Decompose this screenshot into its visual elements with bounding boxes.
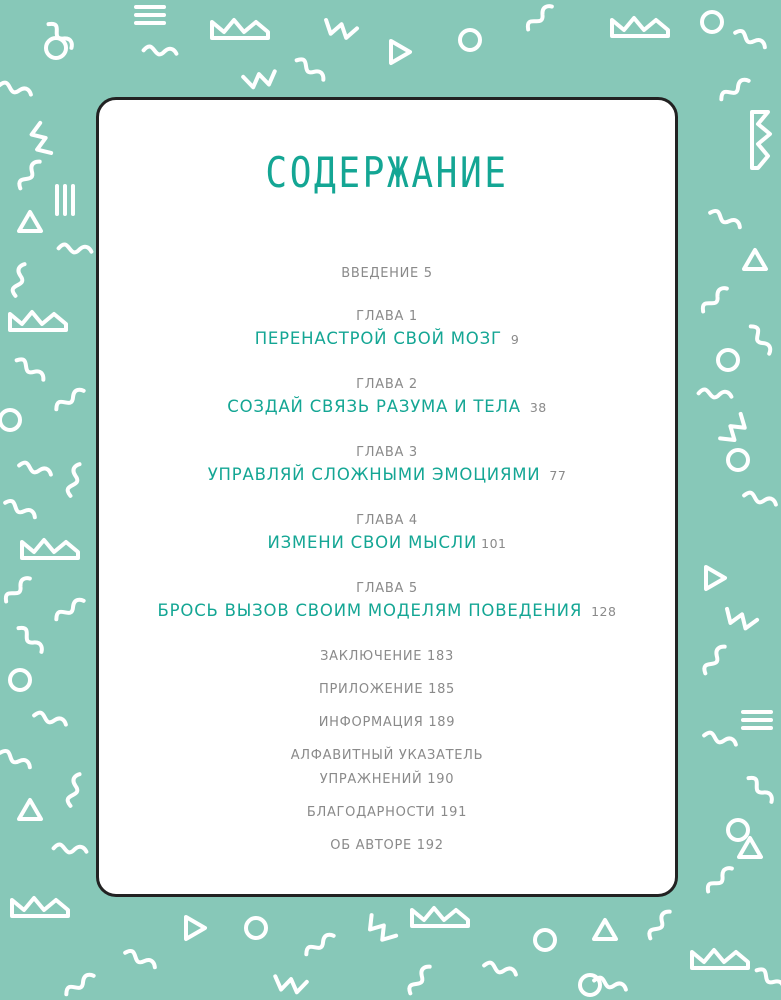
triangle-icon: [19, 212, 41, 231]
squiggle-icon: [704, 726, 737, 751]
chapter-title: ПЕРЕНАСТРОЙ СВОЙ МОЗГ: [254, 329, 502, 348]
squiggle-icon: [125, 945, 156, 974]
crown-icon: [412, 908, 468, 926]
crown-icon: [12, 898, 68, 916]
toc-back-matter-item[interactable]: [99, 682, 675, 698]
chapter-title: ИЗМЕНИ СВОИ МЫСЛИ: [267, 533, 478, 552]
toc-back-matter-item[interactable]: [99, 805, 675, 821]
back-matter-page: 185: [428, 682, 456, 697]
zigzag-icon: [723, 609, 757, 631]
squiggle-icon: [643, 910, 674, 939]
chapter-label: ГЛАВА 4: [356, 513, 418, 528]
toc-back-matter-item[interactable]: [99, 649, 675, 665]
triangle-icon: [186, 917, 205, 939]
squiggle-icon: [718, 78, 752, 99]
toc-chapter[interactable]: [99, 377, 675, 418]
crown-icon: [10, 312, 66, 330]
chapter-page: 101: [481, 536, 507, 551]
toc-chapter[interactable]: [99, 581, 675, 622]
chapter-label: ГЛАВА 3: [356, 445, 418, 460]
zigzag-icon: [29, 123, 51, 157]
squiggle-icon: [0, 76, 32, 101]
toc-card: [96, 97, 678, 897]
squiggle-icon: [53, 388, 87, 409]
squiggle-icon: [749, 773, 774, 806]
squiggle-icon: [1, 576, 34, 601]
back-matter-page: 189: [428, 715, 456, 730]
back-matter-label-line2: УПРАЖНЕНИЙ: [319, 772, 423, 787]
toc-chapter[interactable]: [99, 309, 675, 350]
triangle-icon: [706, 567, 725, 589]
toc-back-matter-item[interactable]: [99, 838, 675, 854]
squiggle-icon: [53, 598, 87, 619]
triangle-icon: [744, 250, 766, 269]
chapter-title: БРОСЬ ВЫЗОВ СВОИМ МОДЕЛЯМ ПОВЕДЕНИЯ: [157, 601, 583, 620]
toc-back-matter-item[interactable]: [99, 748, 675, 788]
squiggle-icon: [0, 745, 31, 774]
toc-intro-page: 5: [423, 266, 433, 281]
crown-icon: [752, 112, 770, 168]
chapter-page: 38: [529, 400, 547, 415]
circle-icon: [702, 12, 722, 32]
bars-icon: [743, 712, 771, 728]
chapter-title: СОЗДАЙ СВЯЗЬ РАЗУМА И ТЕЛА: [227, 397, 521, 416]
toc-intro-label: ВВЕДЕНИЕ: [341, 266, 419, 281]
page-title: СОДЕРЖАНИЕ: [265, 148, 509, 197]
toc-list: [99, 266, 675, 854]
squiggle-icon: [49, 19, 74, 52]
circle-icon: [718, 350, 738, 370]
back-matter-label: БЛАГОДАРНОСТИ: [306, 805, 436, 820]
chapter-page: 9: [510, 332, 520, 347]
squiggle-icon: [13, 160, 44, 189]
squiggle-icon: [698, 286, 731, 311]
zigzag-icon: [273, 976, 307, 993]
squiggle-icon: [6, 263, 31, 296]
squiggle-icon: [17, 353, 46, 384]
squiggle-icon: [484, 956, 517, 981]
toc-intro[interactable]: [99, 266, 675, 282]
toc-chapter[interactable]: [99, 513, 675, 554]
squiggle-icon: [303, 933, 337, 954]
zigzag-icon: [720, 414, 750, 446]
squiggle-icon: [61, 463, 86, 496]
triangle-icon: [391, 41, 410, 63]
squiggle-icon: [698, 645, 729, 674]
chapter-page: 128: [591, 604, 617, 619]
chapter-label: ГЛАВА 2: [356, 377, 418, 392]
chapter-title: УПРАВЛЯЙ СЛОЖНЫМИ ЭМОЦИЯМИ: [207, 465, 541, 484]
circle-icon: [10, 670, 30, 690]
squiggle-icon: [751, 323, 772, 357]
squiggle-icon: [403, 965, 434, 994]
squiggle-icon: [703, 866, 736, 891]
circle-icon: [0, 410, 20, 430]
squiggle-icon: [523, 4, 556, 29]
chapter-label: ГЛАВА 1: [356, 309, 418, 324]
back-matter-label: ОБ АВТОРЕ: [330, 838, 412, 853]
zigzag-icon: [323, 20, 357, 40]
chapter-label: ГЛАВА 5: [356, 581, 418, 596]
squiggle-icon: [297, 53, 326, 84]
crown-icon: [212, 20, 268, 38]
bars-icon: [136, 7, 164, 23]
back-matter-page: 192: [416, 838, 444, 853]
squiggle-icon: [19, 623, 44, 656]
triangle-icon: [19, 800, 41, 819]
back-matter-page: 183: [427, 649, 454, 664]
crown-icon: [22, 540, 78, 558]
circle-icon: [460, 30, 480, 50]
back-matter-label: ПРИЛОЖЕНИЕ: [318, 682, 424, 697]
squiggle-icon: [710, 205, 741, 234]
back-matter-page: 190: [427, 772, 455, 787]
circle-icon: [46, 38, 66, 58]
squiggle-icon: [34, 706, 67, 731]
back-matter-label: ИНФОРМАЦИЯ: [318, 715, 424, 730]
toc-chapter[interactable]: [99, 445, 675, 486]
squiggle-icon: [735, 25, 766, 54]
circle-icon: [728, 820, 748, 840]
zigzag-icon: [364, 915, 396, 945]
squiggle-icon: [757, 963, 781, 994]
squiggle-icon: [5, 495, 36, 524]
chapter-page: 77: [549, 468, 567, 483]
bars-icon: [57, 186, 73, 214]
squiggle-icon: [61, 773, 86, 806]
squiggle-icon: [54, 838, 88, 859]
circle-icon: [580, 975, 600, 995]
circle-icon: [535, 930, 555, 950]
crown-icon: [692, 950, 748, 968]
squiggle-icon: [59, 238, 93, 259]
circle-icon: [246, 918, 266, 938]
squiggle-icon: [744, 486, 777, 511]
crown-icon: [612, 18, 668, 36]
circle-icon: [728, 450, 748, 470]
back-matter-label: ЗАКЛЮЧЕНИЕ: [320, 649, 423, 664]
zigzag-icon: [243, 71, 277, 88]
squiggle-icon: [699, 383, 733, 404]
squiggle-icon: [19, 456, 52, 481]
triangle-icon: [594, 920, 616, 939]
squiggle-icon: [63, 973, 97, 994]
toc-back-matter-item[interactable]: [99, 715, 675, 731]
back-matter-page: 191: [440, 805, 468, 820]
back-matter-label: АЛФАВИТНЫЙ УКАЗАТЕЛЬ: [290, 748, 484, 763]
squiggle-icon: [144, 40, 178, 61]
